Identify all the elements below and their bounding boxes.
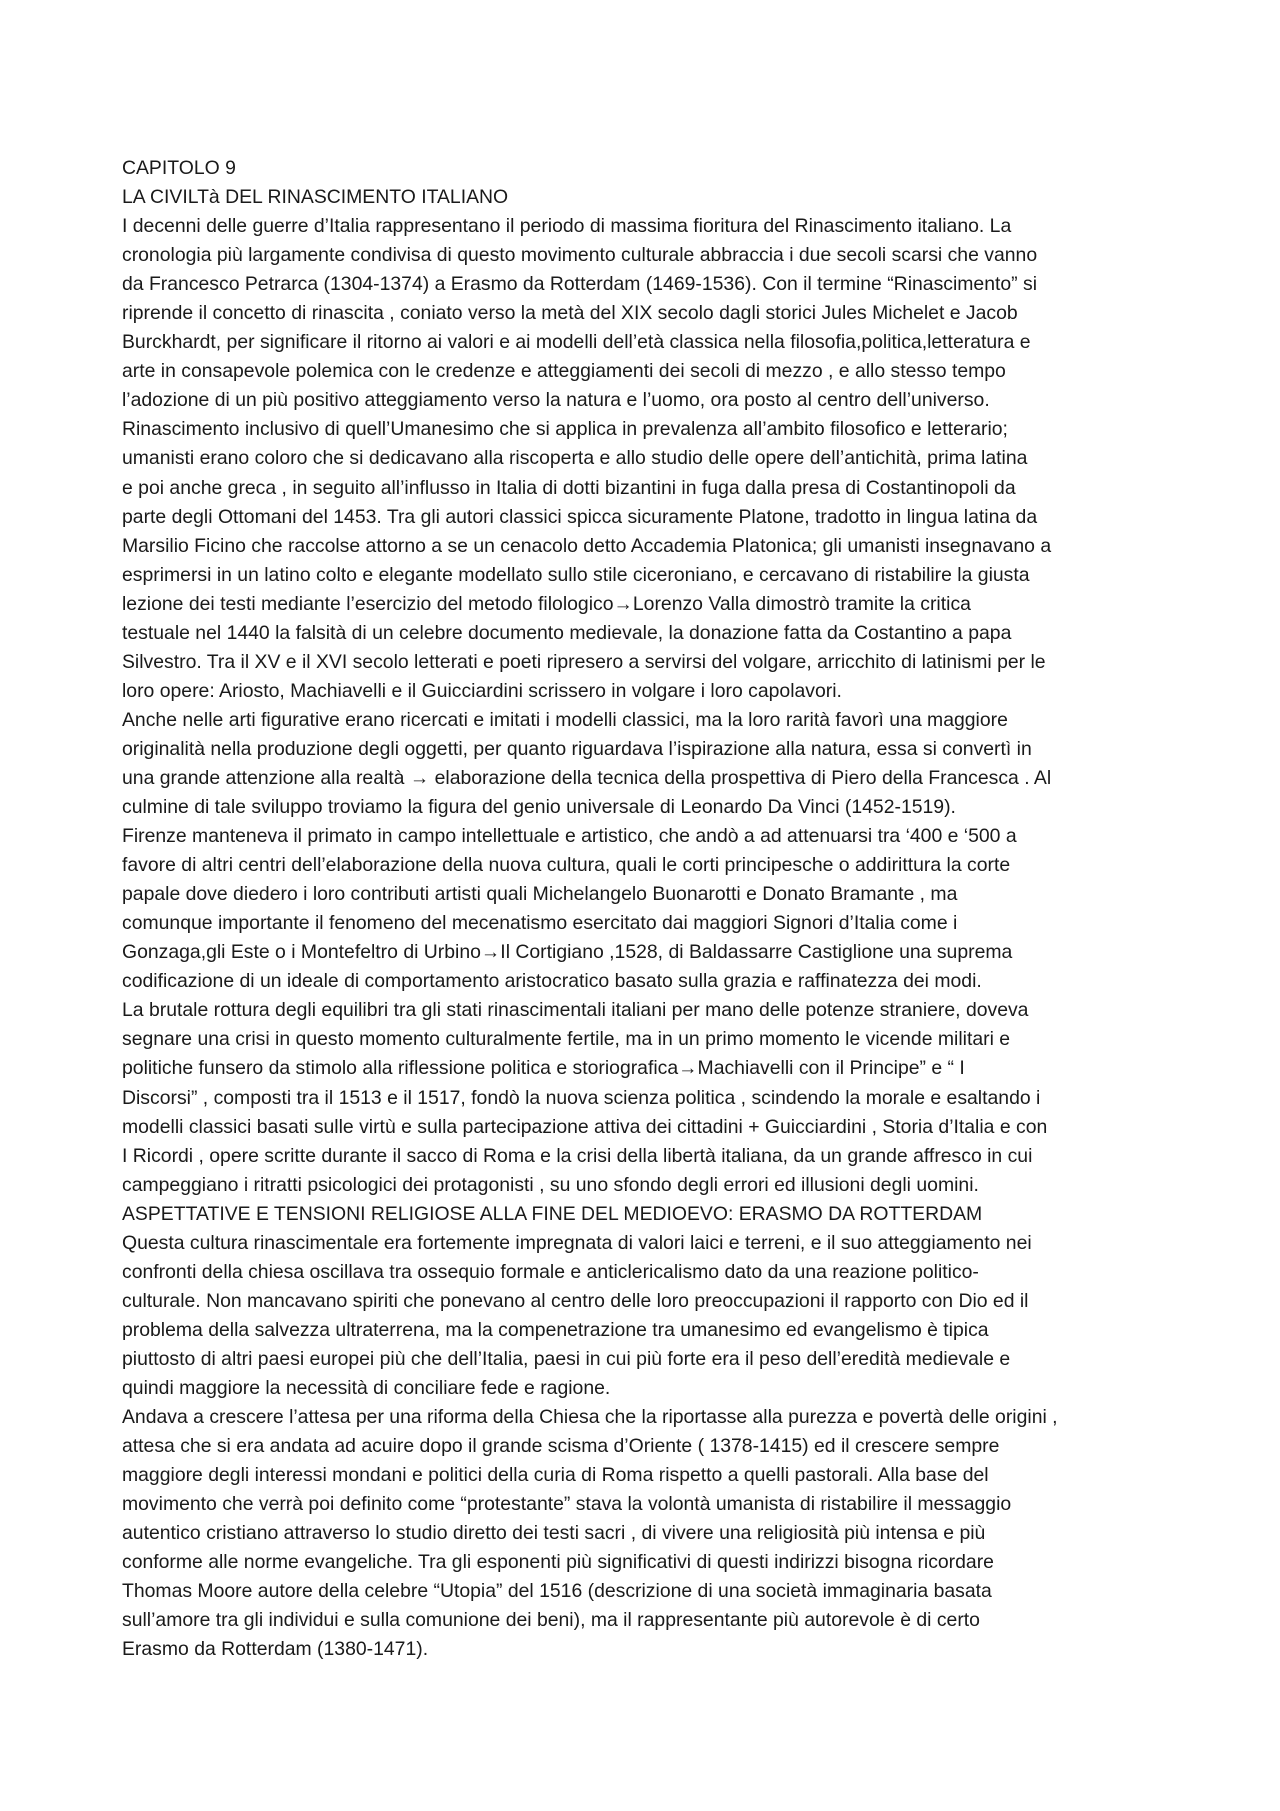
text-line: quindi maggiore la necessità di conciliare fede e ragione. xyxy=(122,1376,611,1399)
text-line: loro opere: Ariosto, Machiavelli e il Guicciardini scrissero in volgare i loro capolavori. xyxy=(122,679,842,702)
text-line: Andava a crescere l’attesa per una riforma della Chiesa che la riportasse alla purezza e povertà delle origini , xyxy=(122,1406,1058,1429)
chapter-body xyxy=(122,212,1182,1200)
text-line: Marsilio Ficino che raccolse attorno a se un cenacolo detto Accademia Platonica; gli umanisti insegnavano a xyxy=(122,534,1052,557)
text-line: Discorsi” , composti tra il 1513 e il 1517, fondò la nuova scienza politica , scindendo la morale e esaltando i xyxy=(122,1086,1041,1109)
text-line: sull’amore tra gli individui e sulla comunione dei beni), ma il rappresentante più autorevole è di certo xyxy=(122,1609,980,1632)
text-line: papale dove diedero i loro contributi artisti quali Michelangelo Buonarotti e Donato Bramante , ma xyxy=(122,883,958,906)
text-line: modelli classici basati sulle virtù e sulla partecipazione attiva dei cittadini + Guicciardini , Storia d’Italia e con xyxy=(122,1115,1048,1138)
text-line: riprende il concetto di rinascita , coniato verso la metà del XIX secolo dagli storici Jules Michelet e Jacob xyxy=(122,302,1018,325)
text-line: comunque importante il fenomeno del mecenatismo esercitato dai maggiori Signori d’Italia come i xyxy=(122,912,958,935)
text-line: segnare una crisi in questo momento culturalmente fertile, ma in un primo momento le vicende militari e xyxy=(122,1028,1011,1051)
text-line: arte in consapevole polemica con le credenze e atteggiamenti dei secoli di mezzo , e allo stesso tempo xyxy=(122,360,1006,383)
document-body xyxy=(122,154,1182,1664)
text-line: Thomas Moore autore della celebre “Utopia” del 1516 (descrizione di una società immaginaria basata xyxy=(122,1580,992,1603)
text-line: testuale nel 1440 la falsità di un celebre documento medievale, la donazione fatta da Costantino a papa xyxy=(122,621,1012,644)
text-line: Firenze manteneva il primato in campo intellettuale e artistico, che andò a ad attenuarsi tra ‘400 e ‘500 a xyxy=(122,825,1017,848)
text-line: confronti della chiesa oscillava tra ossequio formale e anticlericalismo dato da una reazione politico- xyxy=(122,1260,979,1283)
text-line: cronologia più largamente condivisa di questo movimento culturale abbraccia i due secoli scarsi che vanno xyxy=(122,244,1038,267)
text-line: problema della salvezza ultraterrena, ma la compenetrazione tra umanesimo ed evangelismo è tipica xyxy=(122,1318,989,1341)
text-line: favore di altri centri dell’elaborazione della nuova cultura, quali le corti principesche o addirittura la corte xyxy=(122,854,1011,877)
text-line: e poi anche greca , in seguito all’influsso in Italia di dotti bizantini in fuga dalla presa di Costantinopoli da xyxy=(122,476,1016,499)
text-line: Burckhardt, per significare il ritorno ai valori e ai modelli dell’età classica nella filosofia,politica,letteratura e xyxy=(122,331,1031,354)
text-line: attesa che si era andata ad acuire dopo il grande scisma d’Oriente ( 1378-1415) ed il crescere sempre xyxy=(122,1435,1000,1458)
text-line: campeggiano i ritratti psicologici dei protagonisti , su uno sfondo degli errori ed illusioni degli uomini. xyxy=(122,1173,979,1196)
text-line: lezione dei testi mediante l’esercizio del metodo filologico→Lorenzo Valla dimostrò tramite la critica xyxy=(122,592,971,615)
text-line: La brutale rottura degli equilibri tra gli stati rinascimentali italiani per mano delle potenze straniere, doveva xyxy=(122,999,1029,1022)
text-line: piuttosto di altri paesi europei più che dell’Italia, paesi in cui più forte era il peso dell’eredità medievale e xyxy=(122,1347,1011,1370)
text-line: Anche nelle arti figurative erano ricercati e imitati i modelli classici, ma la loro rarità favorì una maggiore xyxy=(122,708,1008,731)
chapter-heading: CAPITOLO 9 xyxy=(122,157,236,179)
text-line: codificazione di un ideale di comportamento aristocratico basato sulla grazia e raffinatezza dei modi. xyxy=(122,970,982,993)
text-line: culmine di tale sviluppo troviamo la figura del genio universale di Leonardo Da Vinci (1452-1519). xyxy=(122,796,956,819)
text-line: I Ricordi , opere scritte durante il sacco di Roma e la crisi della libertà italiana, da un grande affresco in cui xyxy=(122,1144,1033,1167)
text-line: da Francesco Petrarca (1304-1374) a Erasmo da Rotterdam (1469-1536). Con il termine “Rinascimento” si xyxy=(122,273,1038,296)
text-line: politiche funsero da stimolo alla riflessione politica e storiografica→Machiavelli con il Principe” e “ I xyxy=(122,1057,965,1080)
text-line: I decenni delle guerre d’Italia rappresentano il periodo di massima fioritura del Rinascimento italiano. La xyxy=(122,215,1012,238)
text-line: Gonzaga,gli Este o i Montefeltro di Urbino→Il Cortigiano ,1528, di Baldassarre Castiglione una suprema xyxy=(122,941,1013,964)
text-line: autentico cristiano attraverso lo studio diretto dei testi sacri , di vivere una religiosità più intensa e più xyxy=(122,1522,986,1545)
text-line: culturale. Non mancavano spiriti che ponevano al centro delle loro preoccupazioni il rapporto con Dio ed il xyxy=(122,1289,1029,1312)
text-line: maggiore degli interessi mondani e politici della curia di Roma rispetto a quelli pastorali. Alla base del xyxy=(122,1464,989,1487)
text-line: conforme alle norme evangeliche. Tra gli esponenti più significativi di questi indirizzi bisogna ricordare xyxy=(122,1551,994,1574)
text-line: originalità nella produzione degli oggetti, per quanto riguardava l’ispirazione alla natura, essa si convertì in xyxy=(122,737,1032,760)
text-line: l’adozione di un più positivo atteggiamento verso la natura e l’uomo, ora posto al centro dell’universo. xyxy=(122,389,990,412)
text-line: Erasmo da Rotterdam (1380-1471). xyxy=(122,1638,429,1661)
text-line: Questa cultura rinascimentale era fortemente impregnata di valori laici e terreni, e il suo atteggiamento nei xyxy=(122,1231,1032,1254)
section-body xyxy=(122,1229,1182,1665)
text-line: umanisti erano coloro che si dedicavano alla riscoperta e allo studio delle opere dell’antichità, prima latina xyxy=(122,447,1028,470)
section-heading: ASPETTATIVE E TENSIONI RELIGIOSE ALLA FINE DEL MEDIOEVO: ERASMO DA ROTTERDAM xyxy=(122,1202,983,1225)
text-line: una grande attenzione alla realtà → elaborazione della tecnica della prospettiva di Piero della Francesca . Al xyxy=(122,766,1052,789)
text-line: esprimersi in un latino colto e elegante modellato sullo stile ciceroniano, e cercavano di ristabilire la giusta xyxy=(122,563,1030,586)
text-line: parte degli Ottomani del 1453. Tra gli autori classici spicca sicuramente Platone, tradotto in lingua latina da xyxy=(122,505,1038,528)
text-line: movimento che verrà poi definito come “protestante” stava la volontà umanista di ristabilire il messaggio xyxy=(122,1493,1012,1516)
text-line: Silvestro. Tra il XV e il XVI secolo letterati e poeti ripresero a servirsi del volgare, arricchito di latinismi per le xyxy=(122,650,1046,673)
chapter-title: LA CIVILTà DEL RINASCIMENTO ITALIANO xyxy=(122,186,509,209)
text-line: Rinascimento inclusivo di quell’Umanesimo che si applica in prevalenza all’ambito filosofico e letterario; xyxy=(122,418,1008,441)
